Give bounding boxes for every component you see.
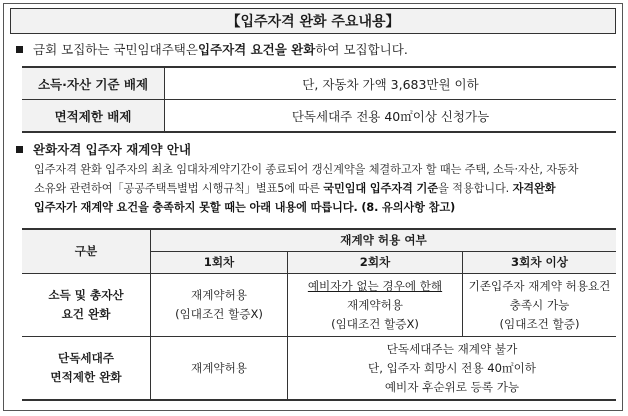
bullet-square-icon [16,46,23,53]
exclusion-label: 면적제한 배제 [22,100,165,133]
table-row [22,274,616,337]
cell-round-2 [288,274,463,337]
col-group-header: 구분 [22,229,151,274]
renewal-paragraph [34,160,614,217]
cell-line: 기존입주자 재계약 허용요건 [468,278,611,293]
cell-line: 단, 입주자 희망시 전용 40㎡이하 [368,360,536,375]
cell-line: 재계약허용 [191,288,247,302]
renewal-bold: 자격완화 [512,182,556,195]
renewal-heading-line [16,140,191,158]
cell-line: (임대조건 할증) [499,316,580,331]
renewal-heading: 완화자격 입주자 재계약 안내 [33,142,191,157]
cell-line: 예비자 후순위로 등록 가능 [384,379,520,394]
renewal-header: 재계약 허용 여부 [151,229,617,252]
intro-line [16,40,408,58]
renewal-line-3 [34,198,614,217]
exclusion-label: 소득·자산 기준 배제 [22,67,165,100]
renewal-line-2 [34,179,614,198]
row-label-line: 단독세대주 [58,351,114,365]
bullet-square-icon [16,146,23,153]
cell-line: 재계약허용 [347,297,403,312]
cell-line: 예비자가 없는 경우에 한해 [307,278,443,293]
intro-bold: 입주자격 요건을 완화 [197,42,316,57]
intro-suffix: 하여 모집합니다. [315,42,408,57]
round-header: 2회차 [288,252,463,274]
renewal-table [22,228,616,401]
cell-line: (임대조건 할증X) [175,307,263,321]
section-title: 【입주자격 완화 주요내용】 [10,8,616,34]
renewal-text: 소유와 관련하여「공공주택특별법 시행규칙」별표5에 따른 [34,182,324,195]
row-label-line: 소득 및 총자산 [48,288,124,302]
round-header: 1회차 [151,252,288,274]
row-label [22,337,151,401]
cell-line: 단독세대주는 재계약 불가 [386,341,518,356]
renewal-bold: 입주자가 재계약 요건을 충족하지 못할 때는 아래 내용에 따릅니다. (8. 유의사항 참고) [34,201,456,214]
cell-round-3 [463,274,617,337]
row-label-line: 요건 완화 [61,307,111,321]
round-header: 3회차 이상 [463,252,617,274]
cell-line: (임대조건 할증X) [331,316,419,331]
cell-line: 충족시 가능 [509,297,570,312]
table-row [22,100,616,133]
cell-round-2-3 [288,337,617,401]
intro-prefix: 금회 모집하는 국민임대주택은 [33,42,198,57]
renewal-bold: 국민임대 입주자격 기준 [323,182,438,195]
renewal-line-1: 입주자격 완화 입주자의 최초 임대차계약기간이 종료되어 갱신계약을 체결하고자 할 때는 주택, 소득·자산, 자동차 [34,163,579,176]
cell-round-1 [151,337,288,401]
row-label [22,274,151,337]
exclusion-value: 단, 자동차 가액 3,683만원 이하 [165,67,617,100]
table-row [22,67,616,100]
renewal-text: 을 적용합니다. [437,182,513,195]
table-row [22,229,616,252]
table-row [22,337,616,401]
cell-line: 재계약허용 [191,360,247,375]
cell-round-1 [151,274,288,337]
exclusion-value: 단독세대주 전용 40㎡이상 신청가능 [165,100,617,133]
exclusion-table [22,66,616,133]
row-label-line: 면적제한 완화 [50,370,122,384]
